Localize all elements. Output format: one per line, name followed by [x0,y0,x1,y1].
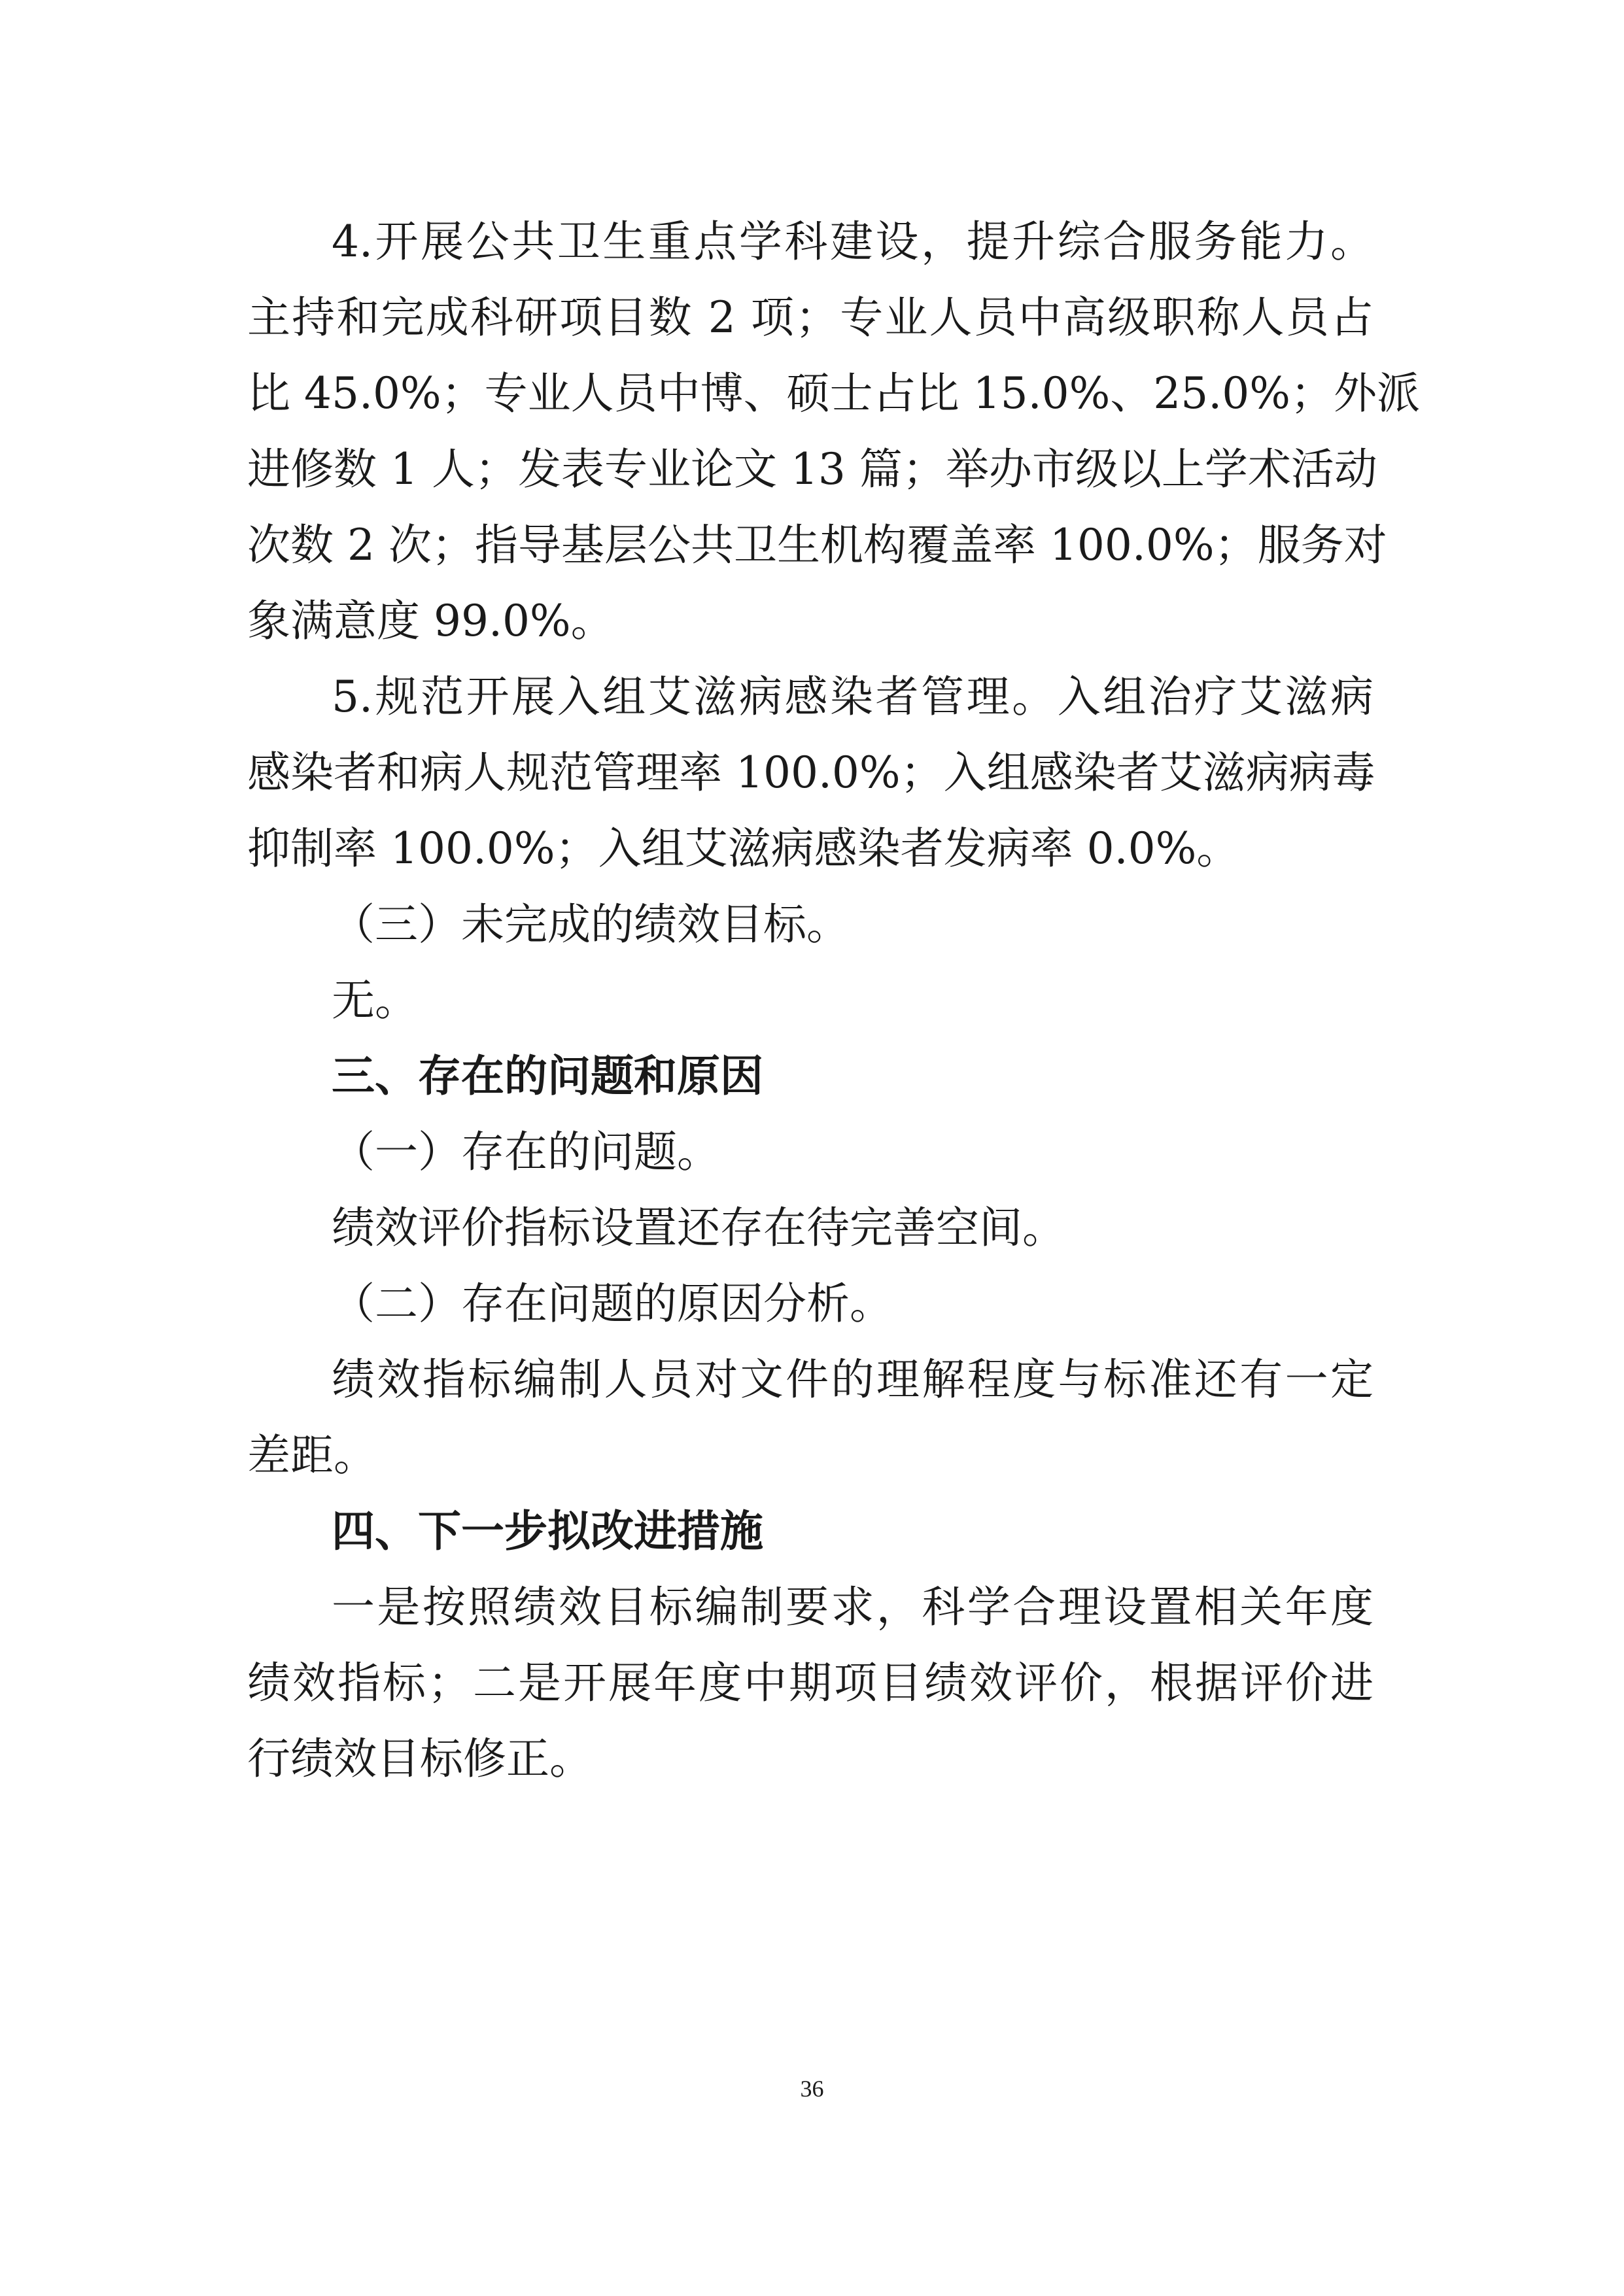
body-line: 差距。 [247,1430,377,1481]
section-heading-3: 三、存在的问题和原因 [332,1051,763,1101]
body-line: 抑制率 100.0%；入组艾滋病感染者发病率 0.0%。 [247,823,1240,874]
body-line: 次数 2 次；指导基层公共卫生机构覆盖率 100.0%；服务对 [247,520,1387,570]
body-line: 比 45.0%；专业人员中博、硕士占比 15.0%、25.0%；外派 [247,368,1420,419]
page-number: 36 [800,2076,824,2102]
body-line: 无。 [332,975,418,1025]
body-line: 行绩效目标修正。 [247,1734,593,1784]
body-line: 感染者和病人规范管理率 100.0%；入组感染者艾滋病病毒 [247,747,1375,798]
body-line: 主持和完成科研项目数 2 项；专业人员中高级职称人员占 [247,292,1373,343]
body-line: 象满意度 99.0%。 [247,596,614,646]
subsection-heading: （一）存在的问题。 [332,1127,720,1177]
body-line: 一是按照绩效目标编制要求，科学合理设置相关年度 [332,1582,1373,1632]
item-4-title: 4.开展公共卫生重点学科建设，提升综合服务能力。 [332,216,1373,267]
body-line: 绩效指标编制人员对文件的理解程度与标准还有一定 [332,1354,1373,1405]
item-5-title: 5.规范开展入组艾滋病感染者管理。入组治疗艾滋病 [332,672,1373,722]
body-line: 绩效指标；二是开展年度中期项目绩效评价，根据评价进 [247,1658,1373,1708]
body-line: 绩效评价指标设置还存在待完善空间。 [332,1203,1065,1253]
section-heading-4: 四、下一步拟改进措施 [332,1506,763,1556]
subsection-heading: （二）存在问题的原因分析。 [332,1278,893,1329]
subsection-heading: （三）未完成的绩效目标。 [332,899,850,950]
body-line: 进修数 1 人；发表专业论文 13 篇；举办市级以上学术活动 [247,444,1377,494]
